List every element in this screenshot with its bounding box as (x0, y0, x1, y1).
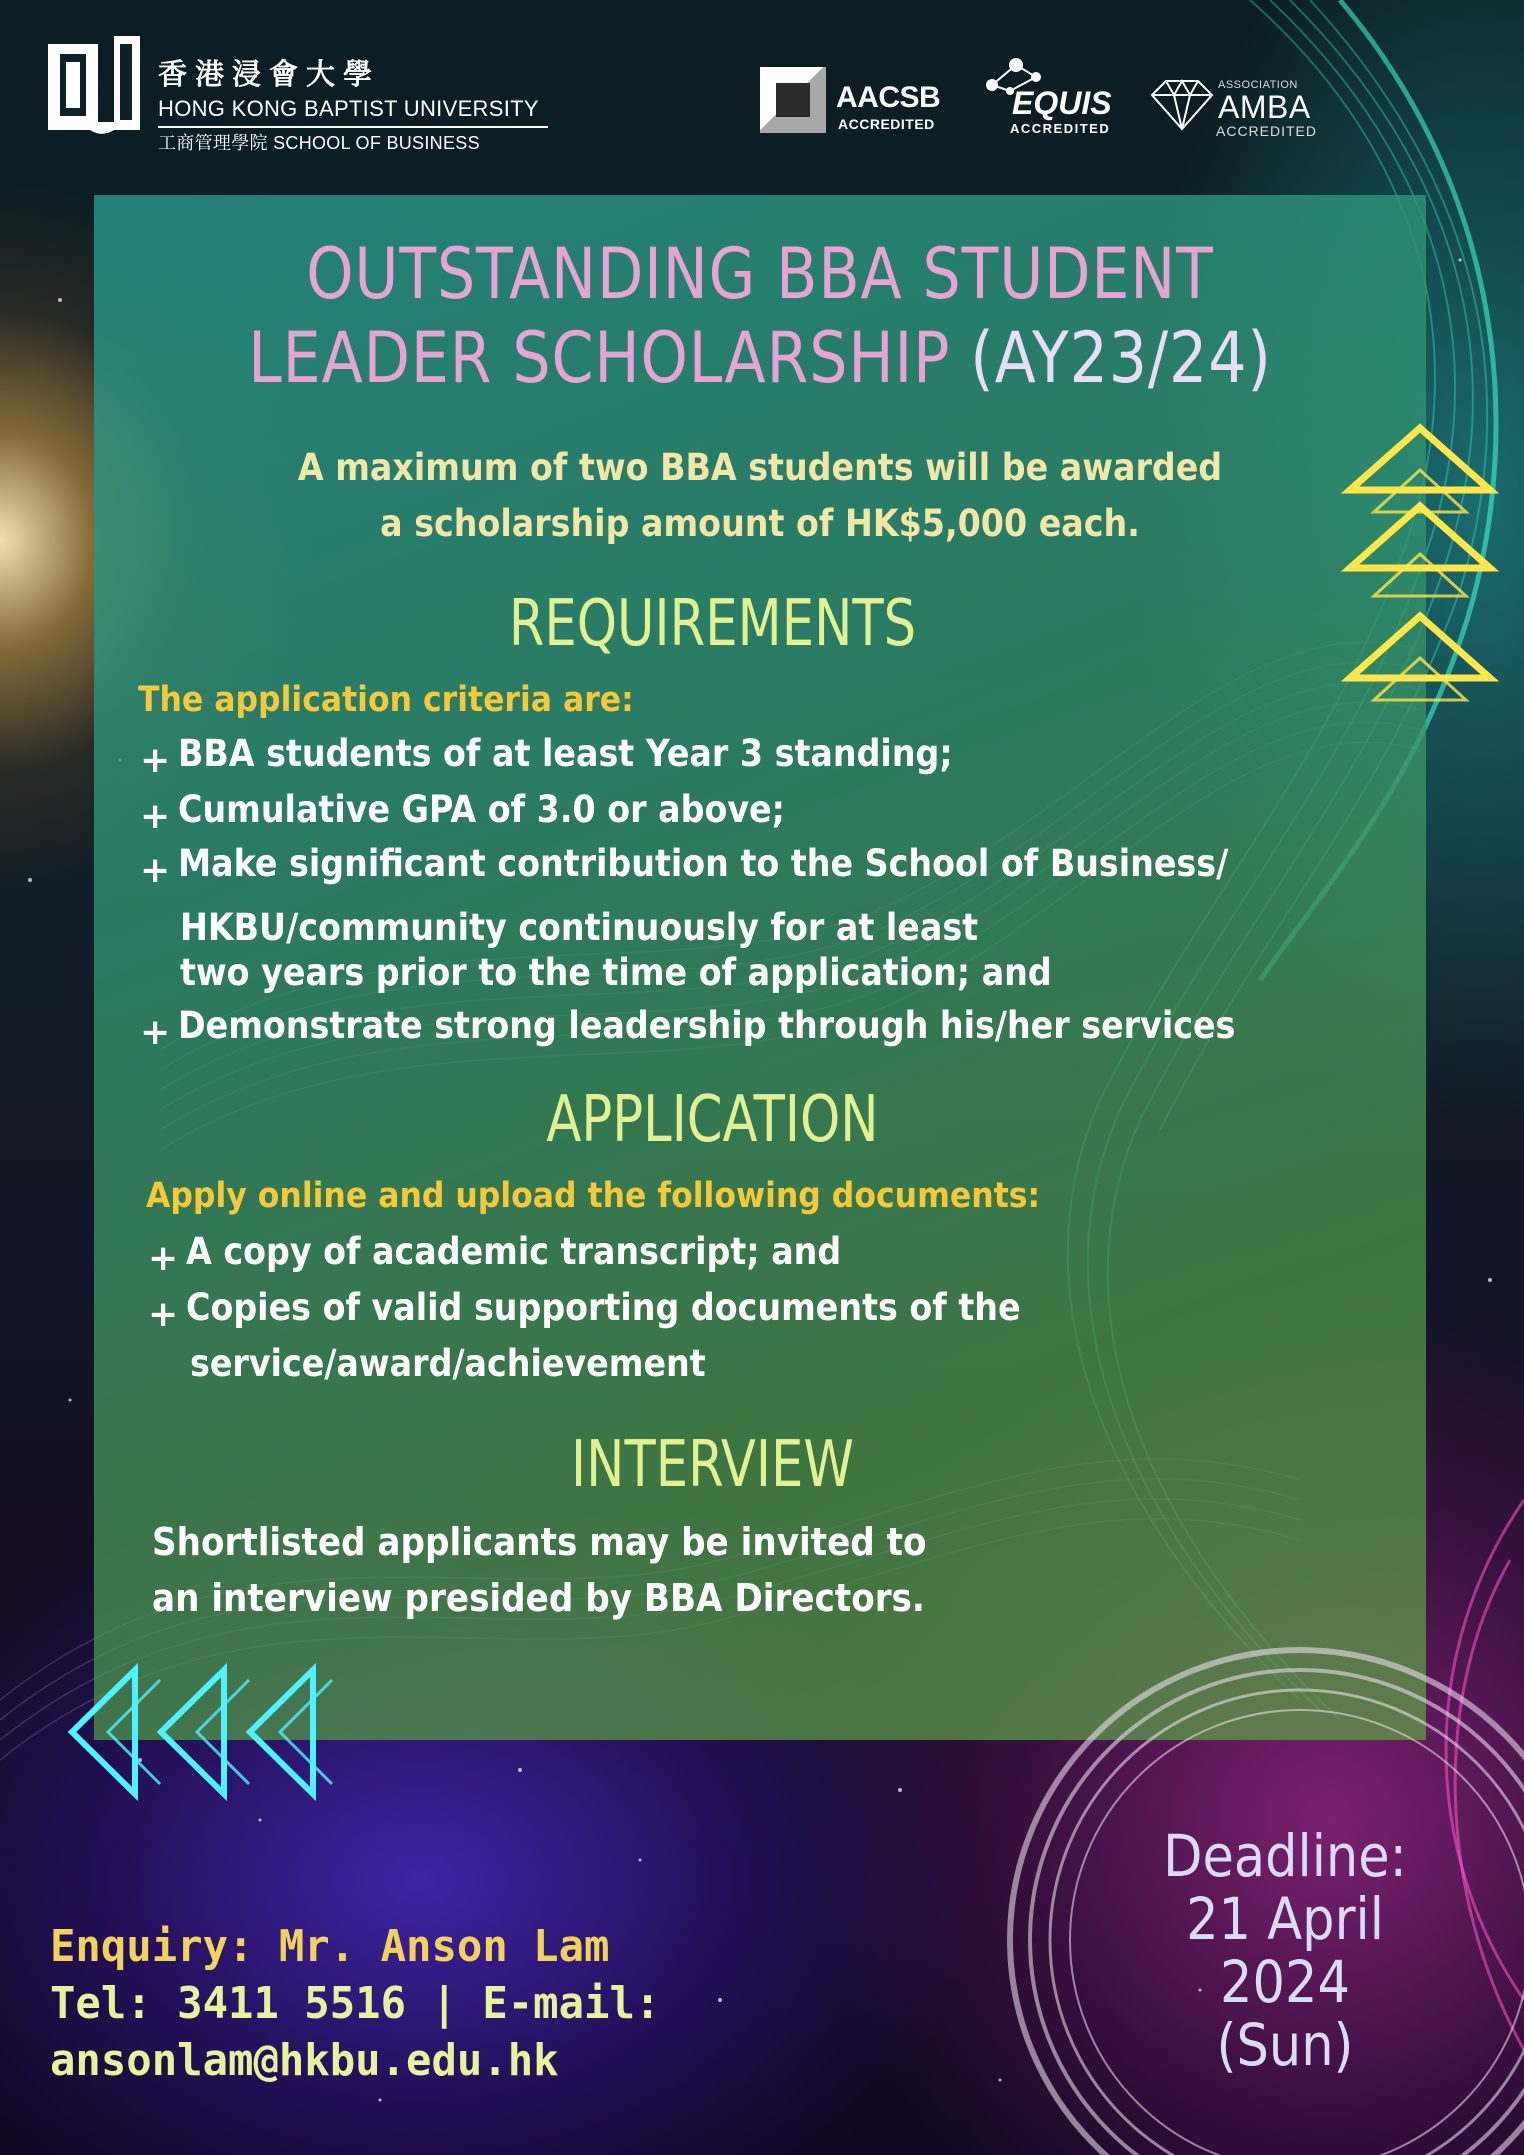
requirement-item: HKBU/community continuously for at least (180, 906, 979, 949)
requirements-heading: REQUIREMENTS (508, 587, 917, 661)
interview-heading: INTERVIEW (571, 1428, 854, 1502)
application-heading: APPLICATION (546, 1083, 879, 1157)
enquiry-tel: Tel: 3411 5516 | E-mail: (50, 1978, 661, 2029)
intro-text (161, 440, 1360, 552)
bullet-plus: + (148, 1238, 179, 1279)
bullet-plus: + (140, 1012, 171, 1053)
university-name-cn: 香港浸會大學 (158, 57, 381, 91)
deadline-block (1122, 1822, 1448, 2079)
enquiry-email[interactable]: ansonlam@hkbu.edu.hk (50, 2035, 559, 2086)
title-line-2 (187, 316, 1333, 400)
title-line-2-text: LEADER SCHOLARSHIP (248, 317, 951, 399)
logo-divider (158, 126, 548, 128)
requirement-item: Make significant contribution to the School of Business/ (178, 842, 1229, 885)
page-title (187, 232, 1333, 400)
requirements-subheading: The application criteria are: (138, 680, 634, 720)
university-name-en: HONG KONG BAPTIST UNIVERSITY (158, 96, 539, 121)
equis-tag: ACCREDITED (1010, 121, 1111, 136)
aacsb-name: AACSB (836, 81, 941, 114)
deadline-day: (Sun) (1216, 2011, 1354, 2079)
amba-badge (1148, 55, 1328, 139)
amba-name: AMBA (1218, 89, 1311, 125)
hkbu-logo-icon (44, 30, 144, 140)
requirement-item: Demonstrate strong leadership through his/her services (178, 1004, 1236, 1047)
hkbu-logo (44, 30, 539, 153)
deadline-date: 21 April 2024 (1186, 1885, 1384, 2016)
application-item: service/award/achievement (190, 1342, 706, 1385)
equis-badge (980, 55, 1120, 135)
bullet-plus: + (140, 850, 171, 891)
interview-line-2: an interview presided by BBA Directors. (152, 1576, 925, 1620)
application-subheading: Apply online and upload the following documents: (146, 1176, 1041, 1216)
requirement-item: two years prior to the time of application; and (180, 951, 1052, 994)
application-item: A copy of academic transcript; and (186, 1230, 842, 1273)
requirement-item: BBA students of at least Year 3 standing; (178, 732, 953, 775)
amba-tag: ACCREDITED (1216, 123, 1318, 139)
school-name: 工商管理學院 SCHOOL OF BUSINESS (158, 133, 480, 153)
bullet-plus: + (140, 796, 171, 837)
intro-line-1: A maximum of two BBA students will be awarded (297, 446, 1223, 489)
enquiry-block (50, 1918, 686, 2089)
bullet-plus: + (140, 740, 171, 781)
bullet-plus: + (148, 1294, 179, 1335)
aacsb-badge (760, 55, 960, 135)
equis-name: EQUIS (1012, 85, 1112, 121)
aacsb-tag: ACCREDITED (838, 116, 935, 132)
deadline-label: Deadline: (1163, 1822, 1407, 1890)
title-line-1: OUTSTANDING BBA STUDENT (306, 233, 1214, 315)
academic-year: (AY23/24) (970, 317, 1272, 399)
amba-prefix: ASSOCIATION (1218, 79, 1298, 91)
enquiry-contact: Enquiry: Mr. Anson Lam (50, 1921, 610, 1972)
requirement-item: Cumulative GPA of 3.0 or above; (178, 788, 785, 831)
intro-line-2: a scholarship amount of HK$5,000 each. (380, 502, 1140, 545)
interview-line-1: Shortlisted applicants may be invited to (152, 1520, 927, 1564)
application-item: Copies of valid supporting documents of the (186, 1286, 1021, 1329)
amba-diamond-icon (1148, 77, 1216, 133)
